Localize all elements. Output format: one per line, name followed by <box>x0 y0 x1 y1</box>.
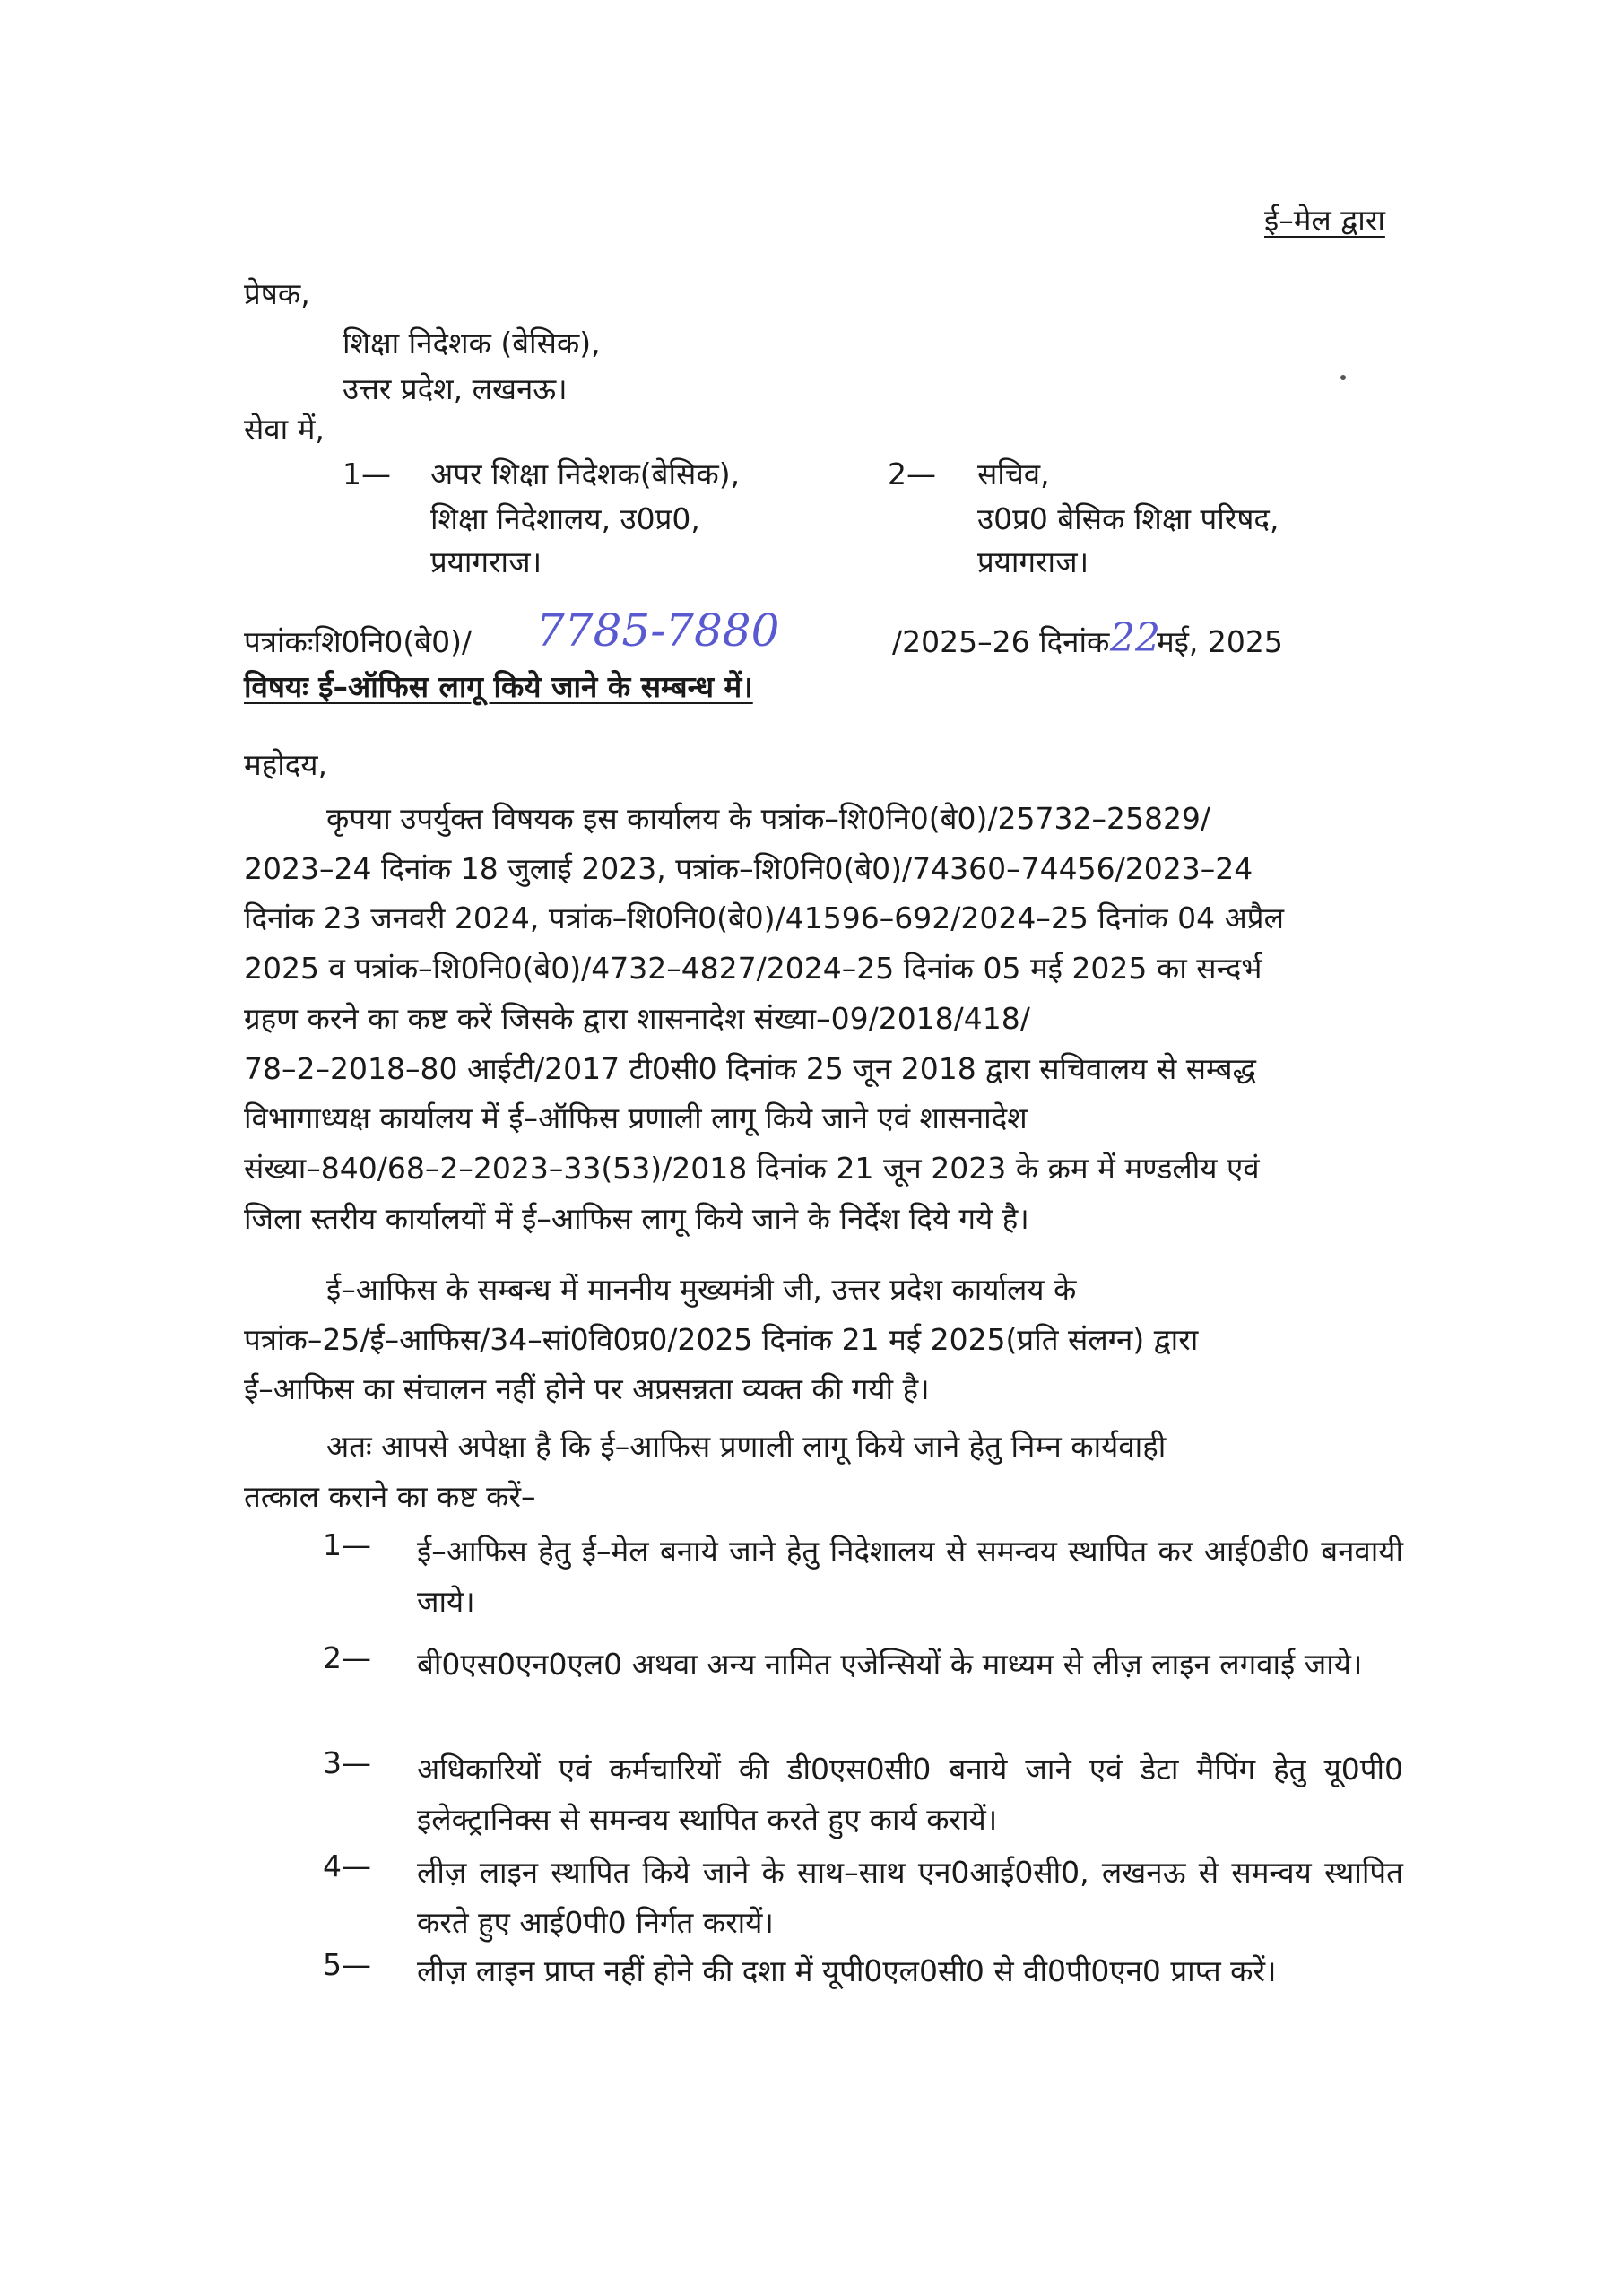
action-item-number: 1— <box>323 1527 371 1562</box>
reference-month-year: मई, 2025 <box>1157 624 1283 659</box>
reference-prefix: पत्रांकःशि0नि0(बे0)/ <box>244 624 473 659</box>
handwritten-letter-number: 7785-7880 <box>536 604 780 657</box>
para1-line: कृपया उपर्युक्त विषयक इस कार्यालय के पत्रांक–शि0नि0(बे0)/25732–25829/ <box>326 801 1211 836</box>
para3-line: तत्काल कराने का कष्ट करें– <box>244 1478 536 1514</box>
action-item-number: 2— <box>323 1640 371 1675</box>
dispatch-mode: ई–मेल द्वारा <box>1264 203 1385 238</box>
para1-line: संख्या–840/68–2–2023–33(53)/2018 दिनांक 21 जून 2023 के क्रम में मण्डलीय एवं <box>244 1150 1260 1186</box>
para2-line: ई–आफिस के सम्बन्ध में माननीय मुख्यमंत्री जी, उत्तर प्रदेश कार्यालय के <box>326 1272 1077 1307</box>
action-item-text: बी0एस0एन0एल0 अथवा अन्य नामित एजेन्सियों के माध्यम से लीज़ लाइन लगवाई जाये। <box>417 1647 1363 1682</box>
action-item-number: 3— <box>323 1745 371 1780</box>
recipient-1-line1: अपर शिक्षा निदेशक(बेसिक), <box>430 457 741 491</box>
action-item-number: 4— <box>323 1848 371 1883</box>
handwritten-day: 22 <box>1110 615 1160 661</box>
recipient-2-line3: प्रयागराज। <box>977 544 1089 579</box>
para2-line: ई–आफिस का संचालन नहीं होने पर अप्रसन्नता व्यक्त की गयी है। <box>244 1371 930 1407</box>
para2-line: पत्रांक–25/ई–आफिस/34–सां0वि0प्र0/2025 दिनांक 21 मई 2025(प्रति संलग्न) द्वारा <box>244 1321 1199 1357</box>
action-item-text: लीज़ लाइन स्थापित किये जाने के साथ–साथ एन0आई0सी0, लखनऊ से समन्वय स्थापित करते हुए आई0पी0 निर्गत करायें। <box>417 1855 1403 1940</box>
para1-line: विभागाध्यक्ष कार्यालय में ई–ऑफिस प्रणाली लागू किये जाने एवं शासनादेश <box>244 1100 1028 1136</box>
stray-mark <box>1340 375 1346 380</box>
body-paragraph-1 <box>244 794 1401 1243</box>
sender-designation: शिक्षा निदेशक (बेसिक), <box>343 326 601 361</box>
action-item-text: लीज़ लाइन प्राप्त नहीं होने की दशा में यूपी0एल0सी0 से वी0पी0एन0 प्राप्त करें। <box>417 1953 1277 1988</box>
sender-location: उत्तर प्रदेश, लखनऊ। <box>343 371 568 406</box>
subject-line: विषयः ई–ऑफिस लागू किये जाने के सम्बन्ध में। <box>244 669 753 704</box>
body-paragraph-2 <box>244 1265 1401 1414</box>
recipient-1-number: 1— <box>343 457 391 491</box>
recipient-2-line2: उ0प्र0 बेसिक शिक्षा परिषद, <box>977 501 1279 536</box>
para1-line: 78–2–2018–80 आईटी/2017 टी0सी0 दिनांक 25 जून 2018 द्वारा सचिवालय से सम्बद्ध <box>244 1050 1256 1086</box>
para1-line: ग्रहण करने का कष्ट करें जिसके द्वारा शासनादेश संख्या–09/2018/418/ <box>244 1000 1030 1036</box>
body-paragraph-3 <box>244 1422 1401 1521</box>
para3-line: अतः आपसे अपेक्षा है कि ई–आफिस प्रणाली लागू किये जाने हेतु निम्न कार्यवाही <box>326 1429 1167 1464</box>
para1-line: 2025 व पत्रांक–शि0नि0(बे0)/4732–4827/2024–25 दिनांक 05 मई 2025 का सन्दर्भ <box>244 951 1262 987</box>
recipients-label: सेवा में, <box>244 412 325 447</box>
recipient-1-line2: शिक्षा निदेशालय, उ0प्र0, <box>430 501 700 536</box>
sender-label: प्रेषक, <box>244 276 310 311</box>
action-item-number: 5— <box>323 1947 371 1982</box>
para1-line: जिला स्तरीय कार्यालयों में ई–आफिस लागू किये जाने के निर्देश दिये गये है। <box>244 1200 1029 1236</box>
para1-line: 2023–24 दिनांक 18 जुलाई 2023, पत्रांक–शि0नि0(बे0)/74360–74456/2023–24 <box>244 850 1253 886</box>
salutation: महोदय, <box>244 747 327 782</box>
action-item-text: ई–आफिस हेतु ई–मेल बनाये जाने हेतु निदेशालय से समन्वय स्थापित कर आई0डी0 बनवायी जाये। <box>417 1534 1403 1619</box>
action-item-text: अधिकारियों एवं कर्मचारियों की डी0एस0सी0 बनाये जाने एवं डेटा मैपिंग हेतु यू0पी0 इलेक्ट्रानिक्स से समन्वय स्थापित करते हुए कार्य करायें। <box>417 1752 1403 1837</box>
para1-line: दिनांक 23 जनवरी 2024, पत्रांक–शि0नि0(बे0)/41596–692/2024–25 दिनांक 04 अप्रैल <box>244 900 1284 936</box>
recipient-2-number: 2— <box>888 457 936 491</box>
recipient-2-line1: सचिव, <box>977 457 1050 491</box>
reference-year-and-date-label: /2025–26 दिनांक <box>892 624 1110 659</box>
recipient-1-line3: प्रयागराज। <box>430 544 542 579</box>
